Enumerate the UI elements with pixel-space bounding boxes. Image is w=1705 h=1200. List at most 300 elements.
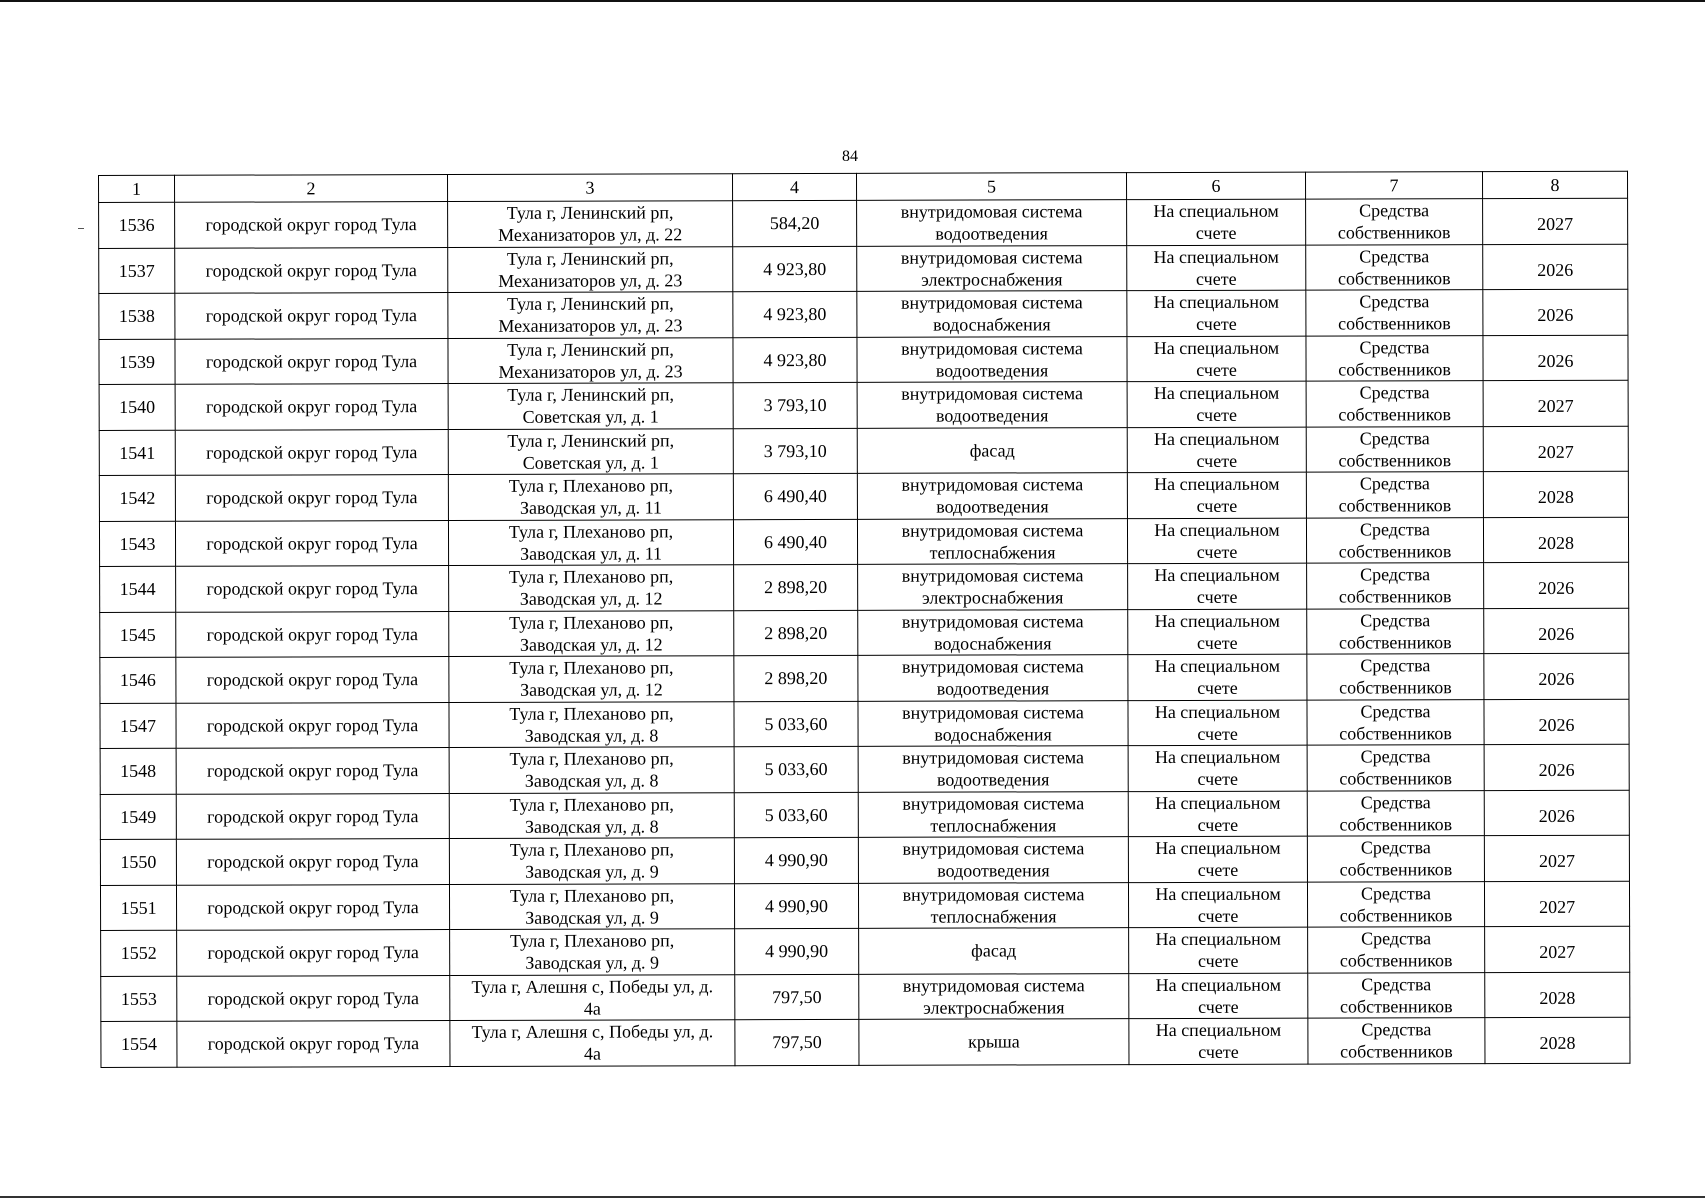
funding-source-line-2: собственников bbox=[1338, 358, 1451, 380]
area-cell bbox=[735, 1019, 859, 1065]
work-type-line-1: внутридомовая система bbox=[900, 201, 1083, 223]
year-text: 2026 bbox=[1538, 805, 1575, 826]
address-cell bbox=[449, 565, 734, 611]
funding-source-line-1: Средства bbox=[1359, 519, 1431, 540]
area-cell bbox=[734, 564, 858, 610]
table-row bbox=[100, 562, 1629, 612]
address-line-2: Заводская ул, д. 12 bbox=[519, 634, 663, 655]
row-number-text: 1546 bbox=[119, 670, 156, 691]
address-line-1: Тула г, Плеханово рп, bbox=[509, 612, 674, 633]
address-line-1: Тула г, Плеханово рп, bbox=[509, 839, 675, 861]
funding-source-line-2: собственников bbox=[1337, 222, 1451, 243]
row-number bbox=[100, 566, 176, 612]
account-cell bbox=[1127, 199, 1306, 245]
work-type-cell bbox=[858, 700, 1128, 746]
account-line-2: счете bbox=[1197, 678, 1238, 699]
header-cell-4: 4 bbox=[732, 173, 856, 200]
year-text: 2026 bbox=[1538, 578, 1575, 599]
area-text: 5 033,60 bbox=[764, 759, 828, 780]
address-cell bbox=[448, 292, 733, 338]
work-type-cell bbox=[857, 336, 1127, 382]
page-top-edge bbox=[0, 0, 1705, 2]
account-line-2: счете bbox=[1195, 223, 1237, 244]
year-text: 2027 bbox=[1537, 214, 1574, 235]
area-text: 797,50 bbox=[772, 986, 822, 1007]
account-line-1: На специальном bbox=[1154, 746, 1281, 768]
work-type-cell bbox=[858, 791, 1128, 837]
municipality-text: городской округ город Тула bbox=[206, 623, 418, 645]
funding-source-line-2: собственников bbox=[1338, 586, 1452, 607]
row-number-text: 1548 bbox=[120, 761, 157, 782]
work-type-line-1: внутридомовая система bbox=[901, 610, 1084, 632]
area-text: 4 923,80 bbox=[763, 258, 827, 279]
area-cell bbox=[733, 473, 857, 519]
area-cell bbox=[733, 246, 857, 292]
table-row bbox=[99, 380, 1628, 430]
row-number-text: 1544 bbox=[119, 579, 156, 600]
table-row bbox=[101, 972, 1630, 1022]
account-line-2: счете bbox=[1196, 314, 1237, 335]
area-text: 3 793,10 bbox=[763, 440, 827, 461]
address-line-1: Тула г, Плеханово рп, bbox=[509, 748, 674, 770]
year-cell bbox=[1484, 835, 1629, 881]
work-type-line-1: внутридомовая система bbox=[902, 974, 1085, 996]
account-line-2: счете bbox=[1197, 905, 1239, 926]
account-cell bbox=[1127, 427, 1306, 473]
header-cell-8: 8 bbox=[1482, 171, 1627, 198]
row-number bbox=[99, 202, 175, 248]
area-cell bbox=[734, 792, 858, 838]
account-line-2: счете bbox=[1197, 723, 1238, 744]
address-line-1: Тула г, Алешня с, Победы ул, д. bbox=[471, 976, 714, 997]
funding-source-line-2: собственников bbox=[1338, 313, 1451, 334]
table-row bbox=[100, 653, 1629, 703]
funding-source-cell bbox=[1306, 426, 1483, 472]
row-number bbox=[99, 430, 175, 476]
work-type-line-1: внутридомовая система bbox=[901, 656, 1084, 678]
table-row bbox=[99, 289, 1628, 339]
account-line-1: На специальном bbox=[1155, 928, 1281, 950]
work-type-line-1: внутридомовая система bbox=[901, 338, 1083, 359]
municipality-text: городской округ город Тула bbox=[206, 669, 419, 690]
municipality-cell bbox=[175, 247, 448, 293]
row-number bbox=[100, 612, 176, 658]
area-text: 5 033,60 bbox=[764, 713, 828, 734]
funding-source-cell bbox=[1307, 699, 1484, 745]
funding-source-line-1: Средства bbox=[1359, 200, 1430, 221]
account-cell bbox=[1128, 836, 1307, 882]
account-cell bbox=[1128, 791, 1307, 837]
row-number bbox=[100, 794, 176, 840]
year-text: 2026 bbox=[1538, 760, 1575, 781]
account-line-2: счете bbox=[1197, 951, 1239, 972]
funding-source-line-1: Средства bbox=[1361, 974, 1432, 995]
municipality-cell bbox=[177, 975, 450, 1021]
municipality-cell bbox=[175, 384, 448, 430]
work-type-line-2: теплоснабжения bbox=[930, 906, 1057, 927]
municipality-text: городской округ город Тула bbox=[207, 942, 419, 963]
year-cell bbox=[1484, 653, 1629, 699]
area-text: 3 793,10 bbox=[763, 395, 827, 416]
area-text: 6 490,40 bbox=[763, 486, 827, 507]
address-cell bbox=[449, 610, 734, 656]
municipality-cell bbox=[175, 338, 448, 384]
address-cell bbox=[450, 974, 735, 1020]
account-line-1: На специальном bbox=[1154, 428, 1280, 449]
account-line-1: На специальном bbox=[1154, 519, 1280, 540]
year-cell bbox=[1484, 744, 1629, 790]
municipality-text: городской округ город Тула bbox=[207, 805, 419, 827]
table-row bbox=[100, 608, 1629, 658]
area-cell bbox=[734, 746, 858, 792]
page-bottom-edge bbox=[0, 1196, 1705, 1198]
funding-source-cell bbox=[1307, 790, 1484, 836]
municipality-text: городской округ город Тула bbox=[206, 532, 418, 554]
area-text: 4 990,90 bbox=[765, 895, 829, 916]
year-cell bbox=[1483, 335, 1628, 381]
table-row bbox=[100, 790, 1629, 840]
address-line-1: Тула г, Плеханово рп, bbox=[509, 657, 674, 679]
address-line-1: Тула г, Плеханово рп, bbox=[509, 930, 675, 952]
account-line-1: На специальном bbox=[1154, 701, 1281, 722]
row-number bbox=[101, 930, 177, 976]
year-cell bbox=[1484, 562, 1629, 608]
municipality-text: городской округ город Тула bbox=[205, 396, 418, 417]
funding-source-line-2: собственников bbox=[1339, 768, 1453, 789]
year-text: 2026 bbox=[1538, 623, 1575, 644]
address-line-2: Советская ул, д. 1 bbox=[522, 406, 659, 428]
municipality-cell bbox=[175, 520, 448, 566]
work-type-cell bbox=[857, 382, 1127, 428]
area-text: 4 990,90 bbox=[764, 850, 828, 871]
year-cell bbox=[1485, 972, 1630, 1018]
funding-source-line-2: собственников bbox=[1338, 631, 1452, 653]
address-line-1: Тула г, Ленинский рп, bbox=[506, 293, 674, 315]
address-line-1: Тула г, Алешня с, Победы ул, д. bbox=[471, 1021, 714, 1043]
year-text: 2027 bbox=[1539, 942, 1576, 963]
account-line-2: счете bbox=[1196, 587, 1238, 608]
work-type-line-1: внутридомовая система bbox=[900, 247, 1083, 268]
row-number-text: 1542 bbox=[119, 488, 156, 509]
funding-source-cell bbox=[1307, 881, 1484, 927]
funding-source-cell bbox=[1308, 972, 1485, 1018]
table-row bbox=[99, 244, 1628, 294]
header-cell-5: 5 bbox=[856, 173, 1126, 201]
funding-source-cell bbox=[1306, 244, 1483, 290]
area-text: 2 898,20 bbox=[764, 577, 828, 598]
year-text: 2027 bbox=[1539, 896, 1576, 917]
address-cell bbox=[448, 383, 733, 429]
year-cell bbox=[1485, 1017, 1630, 1063]
row-number bbox=[100, 885, 176, 931]
account-line-1: На специальном bbox=[1154, 610, 1280, 631]
account-cell bbox=[1128, 563, 1307, 609]
row-number-text: 1545 bbox=[119, 624, 156, 645]
area-text: 584,20 bbox=[769, 213, 820, 234]
work-type-cell bbox=[858, 609, 1128, 655]
account-line-1: На специальном bbox=[1155, 974, 1281, 995]
year-text: 2027 bbox=[1537, 441, 1574, 462]
funding-source-cell bbox=[1306, 381, 1483, 427]
area-cell bbox=[733, 200, 857, 246]
municipality-text: городской округ город Тула bbox=[207, 851, 419, 872]
account-cell bbox=[1128, 609, 1307, 655]
account-cell bbox=[1128, 882, 1307, 928]
work-type-cell bbox=[857, 473, 1127, 519]
funding-source-line-1: Средства bbox=[1360, 701, 1431, 722]
address-line-1: Тула г, Плеханово рп, bbox=[509, 703, 674, 724]
area-cell bbox=[733, 382, 857, 428]
municipality-cell bbox=[176, 748, 449, 794]
address-line-2: Механизаторов ул, д. 23 bbox=[498, 361, 683, 382]
row-number-text: 1553 bbox=[120, 988, 157, 1009]
work-type-cell bbox=[857, 245, 1127, 291]
funding-source-line-1: Средства bbox=[1359, 473, 1430, 494]
municipality-text: городской округ город Тула bbox=[207, 987, 419, 1009]
work-type-line-1: фасад bbox=[971, 940, 1017, 961]
registry-table bbox=[98, 171, 1630, 1068]
funding-source-line-1: Средства bbox=[1359, 428, 1430, 449]
account-line-2: счете bbox=[1198, 996, 1239, 1017]
municipality-text: городской округ город Тула bbox=[205, 350, 418, 372]
year-cell bbox=[1483, 380, 1628, 426]
account-line-1: На специальном bbox=[1155, 792, 1281, 813]
funding-source-line-1: Средства bbox=[1360, 746, 1431, 767]
table-row bbox=[101, 1017, 1630, 1067]
municipality-text: городской округ город Тула bbox=[206, 578, 418, 599]
row-number-text: 1537 bbox=[118, 260, 155, 281]
row-number bbox=[100, 748, 176, 794]
work-type-line-1: внутридомовая система bbox=[902, 838, 1085, 860]
year-cell bbox=[1483, 517, 1628, 563]
account-line-2: счете bbox=[1196, 359, 1237, 380]
work-type-line-2: водоотведения bbox=[936, 678, 1050, 699]
row-number-text: 1552 bbox=[120, 943, 157, 964]
year-text: 2026 bbox=[1537, 259, 1574, 280]
municipality-text: городской округ город Тула bbox=[207, 1033, 420, 1054]
address-cell bbox=[450, 1020, 735, 1066]
year-cell bbox=[1483, 426, 1628, 472]
year-text: 2026 bbox=[1538, 669, 1575, 690]
address-cell bbox=[448, 337, 733, 383]
funding-source-line-1: Средства bbox=[1360, 792, 1431, 813]
work-type-cell bbox=[857, 518, 1127, 564]
row-number bbox=[99, 293, 175, 339]
header-cell-6: 6 bbox=[1126, 172, 1305, 199]
funding-source-line-1: Средства bbox=[1361, 928, 1432, 949]
funding-source-line-1: Средства bbox=[1360, 655, 1431, 676]
row-number-text: 1540 bbox=[119, 397, 156, 418]
account-line-2: счете bbox=[1196, 268, 1237, 289]
funding-source-line-1: Средства bbox=[1360, 564, 1431, 585]
account-line-1: На специальном bbox=[1153, 200, 1279, 222]
row-number-text: 1547 bbox=[120, 715, 157, 736]
account-cell bbox=[1127, 381, 1306, 427]
funding-source-cell bbox=[1306, 290, 1483, 336]
work-type-cell bbox=[859, 973, 1129, 1019]
area-cell bbox=[734, 837, 858, 883]
work-type-line-1: внутридомовая система bbox=[902, 701, 1084, 723]
work-type-cell bbox=[857, 200, 1127, 246]
funding-source-line-2: собственников bbox=[1339, 904, 1453, 926]
work-type-line-2: водоснабжения bbox=[934, 633, 1052, 654]
work-type-line-1: внутридомовая система bbox=[900, 292, 1083, 314]
municipality-text: городской округ город Тула bbox=[206, 760, 419, 781]
area-cell bbox=[733, 519, 857, 565]
address-line-2: Механизаторов ул, д. 23 bbox=[498, 270, 683, 291]
work-type-line-2: теплоснабжения bbox=[929, 542, 1056, 563]
table-body bbox=[99, 171, 1630, 1067]
account-line-1: На специальном bbox=[1154, 473, 1280, 495]
table-row bbox=[99, 198, 1628, 248]
address-cell bbox=[449, 701, 734, 747]
municipality-text: городской округ город Тула bbox=[206, 441, 418, 463]
year-text: 2028 bbox=[1539, 1033, 1576, 1054]
table-row bbox=[99, 335, 1628, 385]
row-number bbox=[100, 703, 176, 749]
address-line-2: Заводская ул, д. 9 bbox=[525, 907, 659, 928]
row-number-text: 1550 bbox=[120, 852, 157, 873]
municipality-cell bbox=[176, 884, 449, 930]
row-number bbox=[101, 1021, 177, 1067]
address-line-1: Тула г, Плеханово рп, bbox=[508, 475, 674, 497]
work-type-line-1: внутридомовая система bbox=[901, 474, 1084, 496]
account-line-2: счете bbox=[1196, 450, 1238, 471]
address-cell bbox=[448, 201, 733, 247]
funding-source-line-1: Средства bbox=[1361, 1019, 1432, 1040]
row-number bbox=[99, 384, 175, 430]
year-cell bbox=[1484, 699, 1629, 745]
table-row bbox=[101, 926, 1630, 976]
address-cell bbox=[449, 656, 734, 702]
funding-source-line-1: Средства bbox=[1360, 610, 1431, 631]
account-cell bbox=[1127, 472, 1306, 518]
table-row bbox=[99, 471, 1628, 521]
account-cell bbox=[1129, 1018, 1308, 1064]
address-line-2: Заводская ул, д. 9 bbox=[525, 952, 660, 974]
row-number bbox=[99, 475, 175, 521]
area-text: 5 033,60 bbox=[764, 804, 828, 825]
work-type-cell bbox=[858, 564, 1128, 610]
work-type-line-2: водоотведения bbox=[937, 860, 1050, 881]
funding-source-cell bbox=[1307, 563, 1484, 609]
header-cell-1: 1 bbox=[99, 175, 175, 202]
address-cell bbox=[448, 428, 733, 474]
row-number-text: 1536 bbox=[118, 215, 155, 236]
row-number-text: 1539 bbox=[118, 351, 156, 372]
municipality-cell bbox=[176, 702, 449, 748]
address-line-2: Заводская ул, д. 8 bbox=[524, 816, 659, 837]
funding-source-line-2: собственников bbox=[1339, 677, 1452, 698]
area-text: 2 898,20 bbox=[764, 668, 828, 689]
work-type-line-1: фасад bbox=[969, 440, 1015, 461]
row-number bbox=[100, 657, 176, 703]
address-line-1: Тула г, Плеханово рп, bbox=[508, 521, 674, 542]
table-row bbox=[100, 835, 1629, 885]
area-cell bbox=[733, 291, 857, 337]
funding-source-line-2: собственников bbox=[1339, 950, 1453, 971]
work-type-cell bbox=[859, 928, 1129, 974]
row-number-text: 1551 bbox=[120, 897, 157, 918]
row-number bbox=[99, 248, 175, 294]
account-line-1: На специальном bbox=[1154, 655, 1281, 677]
year-text: 2026 bbox=[1537, 305, 1574, 326]
funding-source-line-2: собственников bbox=[1340, 1041, 1453, 1062]
address-cell bbox=[449, 747, 734, 793]
municipality-text: городской округ город Тула bbox=[205, 259, 417, 281]
row-number bbox=[99, 339, 175, 385]
account-line-2: счете bbox=[1196, 541, 1238, 562]
account-cell bbox=[1127, 290, 1306, 336]
work-type-line-2: водоснабжения bbox=[934, 724, 1052, 745]
address-line-2: Заводская ул, д. 8 bbox=[524, 725, 659, 746]
year-text: 2027 bbox=[1538, 851, 1575, 872]
account-cell bbox=[1128, 745, 1307, 791]
area-cell bbox=[733, 337, 857, 383]
year-cell bbox=[1484, 881, 1629, 927]
row-number-text: 1554 bbox=[120, 1034, 157, 1055]
funding-source-line-2: собственников bbox=[1338, 495, 1452, 516]
address-line-1: Тула г, Ленинский рп, bbox=[507, 384, 675, 406]
area-text: 4 923,80 bbox=[763, 304, 827, 325]
work-type-line-2: водоотведения bbox=[935, 405, 1049, 426]
municipality-cell bbox=[176, 611, 449, 657]
funding-source-cell bbox=[1308, 1018, 1485, 1064]
funding-source-line-2: собственников bbox=[1338, 449, 1452, 471]
table-row bbox=[100, 744, 1629, 794]
address-cell bbox=[448, 474, 733, 520]
account-line-1: На специальном bbox=[1155, 883, 1281, 904]
funding-source-line-2: собственников bbox=[1338, 404, 1452, 425]
account-line-2: счете bbox=[1196, 405, 1237, 426]
work-type-line-2: водоотведения bbox=[936, 769, 1050, 790]
area-cell bbox=[734, 655, 858, 701]
funding-source-cell bbox=[1307, 745, 1484, 791]
funding-source-line-1: Средства bbox=[1359, 246, 1430, 267]
address-cell bbox=[450, 929, 735, 975]
work-type-line-2: водоотведения bbox=[935, 223, 1048, 244]
funding-source-line-1: Средства bbox=[1359, 382, 1430, 403]
municipality-cell bbox=[175, 202, 448, 248]
funding-source-line-1: Средства bbox=[1359, 337, 1430, 358]
work-type-line-1: внутридомовая система bbox=[901, 565, 1084, 587]
account-line-2: счете bbox=[1198, 1042, 1239, 1063]
work-type-cell bbox=[858, 882, 1128, 928]
work-type-line-1: внутридомовая система bbox=[901, 383, 1084, 405]
account-line-1: На специальном bbox=[1155, 1019, 1282, 1041]
address-line-2: Заводская ул, д. 11 bbox=[520, 543, 663, 564]
work-type-line-2: электроснабжения bbox=[921, 587, 1064, 608]
area-cell bbox=[735, 928, 859, 974]
row-number-text: 1541 bbox=[119, 442, 156, 463]
address-line-1: Тула г, Плеханово рп, bbox=[509, 794, 674, 815]
funding-source-cell bbox=[1307, 836, 1484, 882]
account-cell bbox=[1128, 654, 1307, 700]
address-cell bbox=[449, 792, 734, 838]
municipality-text: городской округ город Тула bbox=[206, 487, 418, 508]
address-cell bbox=[448, 246, 733, 292]
account-line-2: счете bbox=[1197, 814, 1239, 835]
municipality-cell bbox=[176, 566, 449, 612]
table-row bbox=[100, 881, 1629, 931]
work-type-cell bbox=[858, 837, 1128, 883]
address-line-1: Тула г, Ленинский рп, bbox=[507, 339, 674, 360]
account-cell bbox=[1127, 336, 1306, 382]
municipality-cell bbox=[176, 839, 449, 885]
row-number-text: 1549 bbox=[120, 806, 157, 827]
year-cell bbox=[1484, 790, 1629, 836]
area-cell bbox=[734, 610, 858, 656]
